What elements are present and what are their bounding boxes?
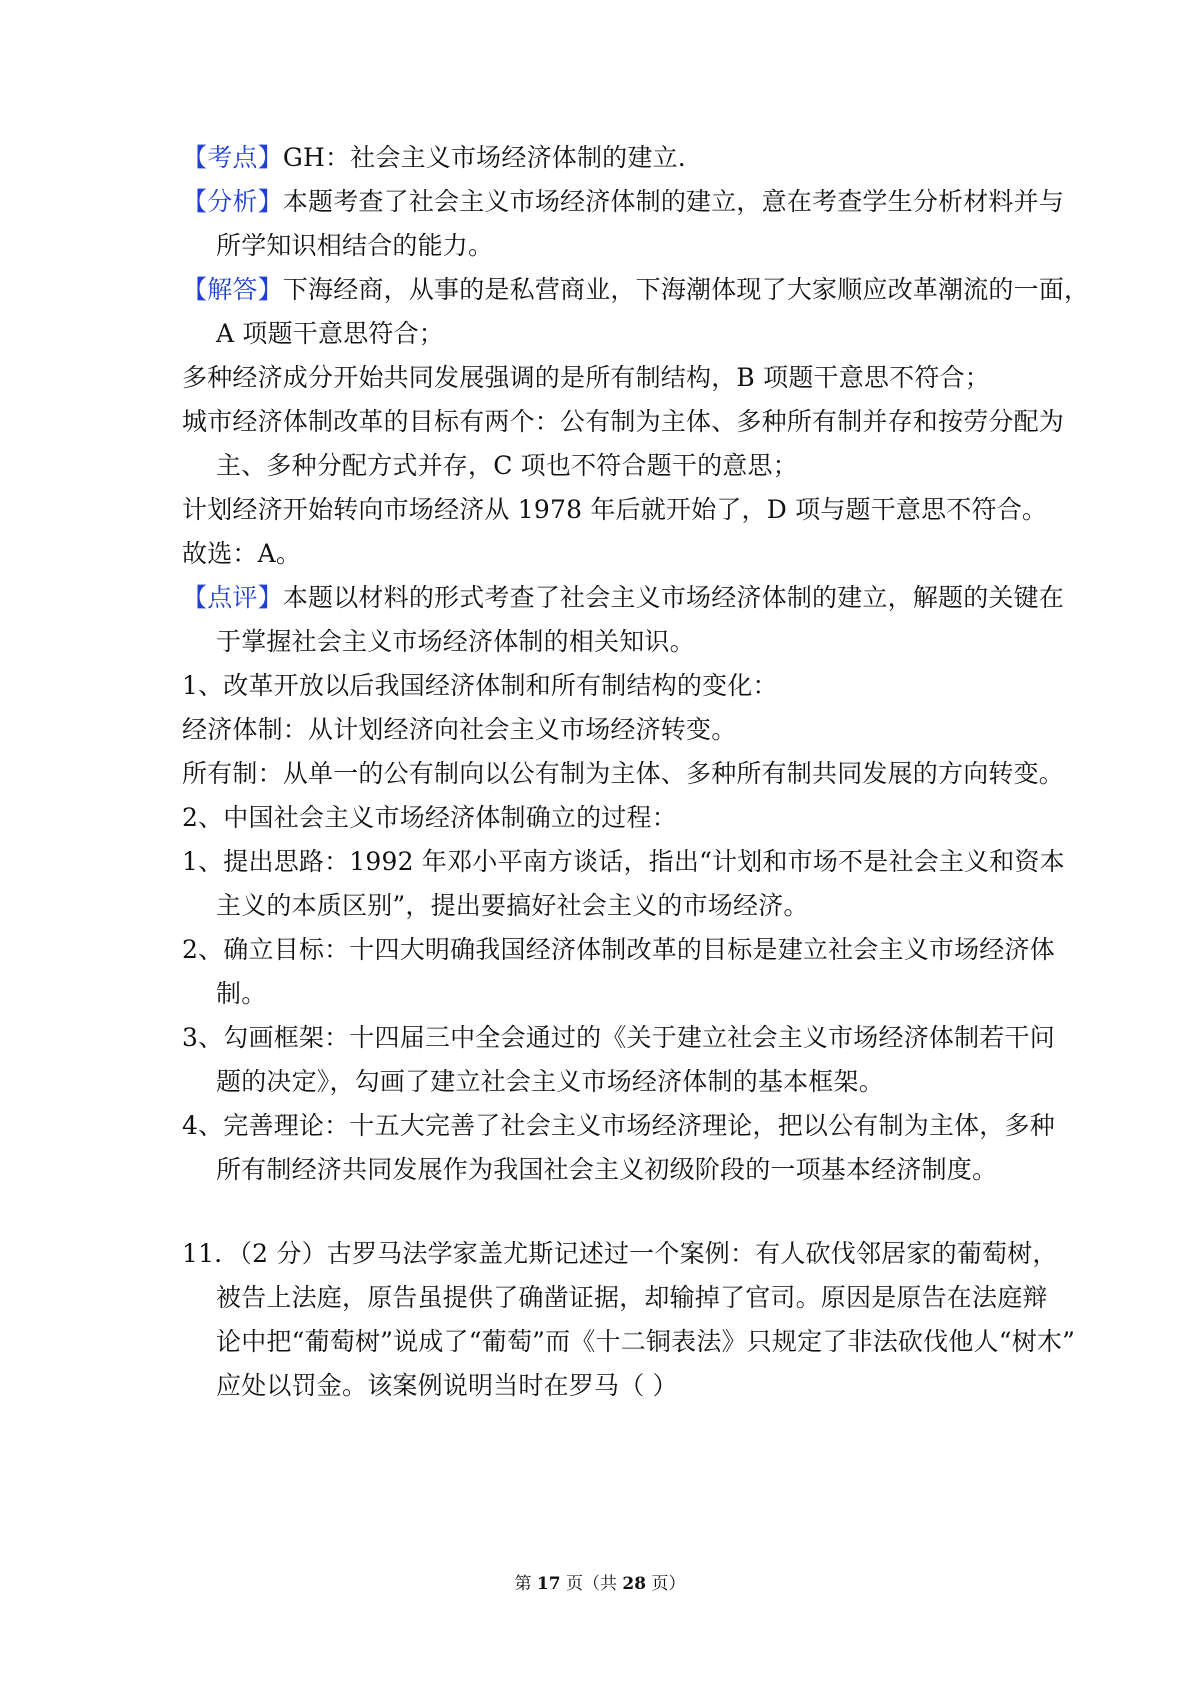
fenxi-line-2: 所学知识相结合的能力。 bbox=[216, 231, 494, 260]
dianping-point-1: 1、改革开放以后我国经济体制和所有制结构的变化： bbox=[182, 671, 778, 700]
total-page-number: 28 bbox=[622, 1574, 647, 1594]
fenxi-text-1: 本题考查了社会主义市场经济体制的建立，意在考查学生分析材料并与 bbox=[282, 187, 1065, 216]
jieda-tag: 【解答】 bbox=[182, 275, 283, 304]
question-11-line-4: 应处以罚金。该案例说明当时在罗马（ ） bbox=[216, 1371, 678, 1400]
footer-suffix: 页） bbox=[646, 1574, 686, 1594]
step-2-line-2: 制。 bbox=[216, 979, 267, 1008]
kaodian-text: GH：社会主义市场经济体制的建立. bbox=[282, 143, 686, 172]
dianping-point-4: 2、中国社会主义市场经济体制确立的过程： bbox=[182, 803, 677, 832]
fenxi-tag: 【分析】 bbox=[182, 187, 283, 216]
step-2-line-1: 2、确立目标：十四大明确我国经济体制改革的目标是建立社会主义市场经济体 bbox=[182, 935, 1055, 964]
footer-prefix: 第 bbox=[514, 1574, 537, 1594]
jieda-line-6: 计划经济开始转向市场经济从 1978 年后就开始了，D 项与题干意思不符合。 bbox=[182, 495, 1048, 524]
step-3-line-1: 3、勾画框架：十四届三中全会通过的《关于建立社会主义市场经济体制若干问 bbox=[182, 1023, 1055, 1052]
step-1-line-1: 1、提出思路：1992 年邓小平南方谈话，指出“计划和市场不是社会主义和资本 bbox=[182, 847, 1065, 876]
step-3-line-2: 题的决定》，勾画了建立社会主义市场经济体制的基本框架。 bbox=[216, 1067, 884, 1096]
dianping-point-2: 经济体制：从计划经济向社会主义市场经济转变。 bbox=[182, 715, 737, 744]
jieda-text-1: 下海经商，从事的是私营商业，下海潮体现了大家顺应改革潮流的一面， bbox=[282, 275, 1090, 304]
question-11-line-3: 论中把“葡萄树”说成了“葡萄”而《十二铜表法》只规定了非法砍伐他人“树木” bbox=[216, 1327, 1076, 1356]
dianping-tag: 【点评】 bbox=[182, 583, 283, 612]
footer-middle: 页（共 bbox=[560, 1574, 623, 1594]
dianping-point-3: 所有制：从单一的公有制向以公有制为主体、多种所有制共同发展的方向转变。 bbox=[182, 759, 1065, 788]
question-11-line-1: 11．（2 分）古罗马法学家盖尤斯记述过一个案例：有人砍伐邻居家的葡萄树， bbox=[182, 1239, 1058, 1268]
jieda-line-4: 城市经济体制改革的目标有两个：公有制为主体、多种所有制并存和按劳分配为 bbox=[182, 407, 1065, 436]
kaodian-line bbox=[182, 140, 1022, 176]
jieda-line-2: A 项题干意思符合； bbox=[216, 319, 445, 348]
page-footer bbox=[0, 1572, 1200, 1596]
step-1-line-2: 主义的本质区别”，提出要搞好社会主义的市场经济。 bbox=[216, 891, 809, 920]
dianping-line-1 bbox=[182, 580, 1065, 616]
step-4-line-2: 所有制经济共同发展作为我国社会主义初级阶段的一项基本经济制度。 bbox=[216, 1155, 998, 1184]
question-11-line-2: 被告上法庭，原告虽提供了确凿证据，却输掉了官司。原因是原告在法庭辩 bbox=[216, 1283, 1048, 1312]
jieda-line-1 bbox=[182, 272, 1090, 308]
jieda-line-5: 主、多种分配方式并存，C 项也不符合题干的意思； bbox=[216, 451, 798, 480]
kaodian-tag: 【考点】 bbox=[182, 143, 283, 172]
fenxi-line-1 bbox=[182, 184, 1065, 220]
answer-line: 故选：A。 bbox=[182, 539, 302, 568]
dianping-line-2: 于掌握社会主义市场经济体制的相关知识。 bbox=[216, 627, 695, 656]
jieda-line-3: 多种经济成分开始共同发展强调的是所有制结构，B 项题干意思不符合； bbox=[182, 363, 990, 392]
step-4-line-1: 4、完善理论：十五大完善了社会主义市场经济理论，把以公有制为主体，多种 bbox=[182, 1111, 1055, 1140]
dianping-text-1: 本题以材料的形式考查了社会主义市场经济体制的建立，解题的关键在 bbox=[282, 583, 1065, 612]
current-page-number: 17 bbox=[536, 1574, 561, 1594]
